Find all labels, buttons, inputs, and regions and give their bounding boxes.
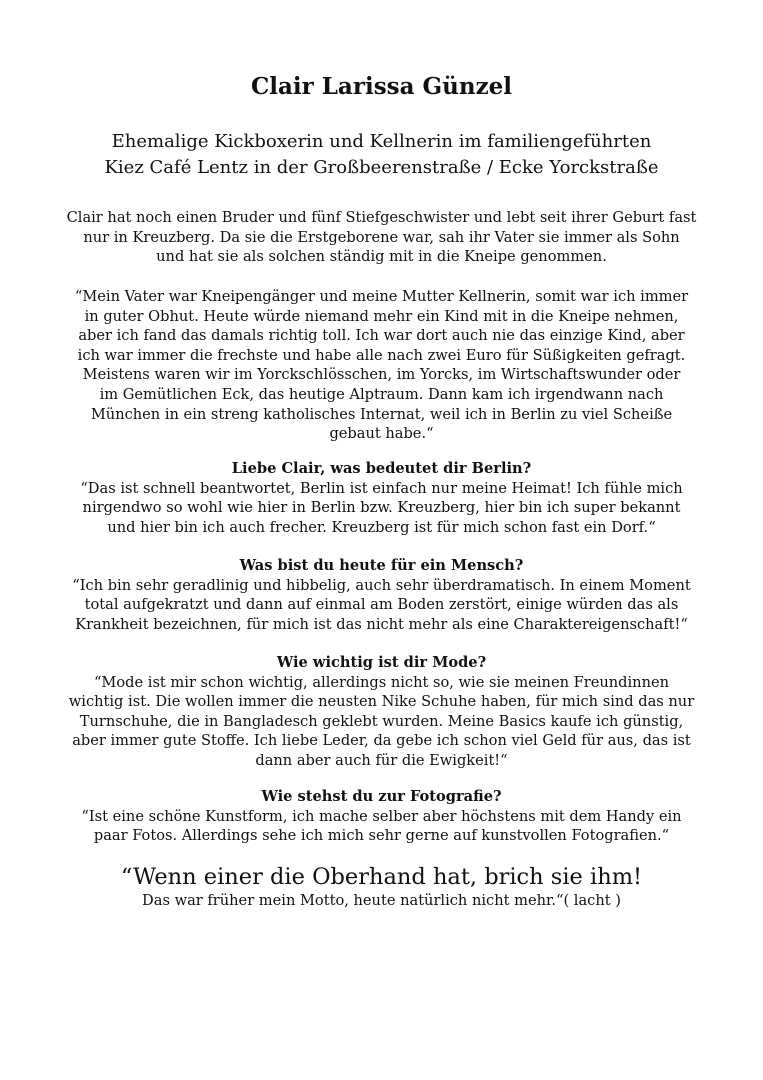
interview-answer-line: Turnschuhe, die in Bangladesch geklebt wurden. Meine Basics kaufe ich günstig, bbox=[79, 712, 684, 730]
interview-section-berlin bbox=[50, 459, 713, 537]
intro-paragraph bbox=[50, 208, 713, 267]
motto-quote: “Wenn einer die Oberhand hat, brich sie ihm! bbox=[120, 864, 643, 890]
interview-answer-line: paar Fotos. Allerdings sehe ich mich sehr gerne auf kunstvollen Fotografien.“ bbox=[93, 827, 670, 845]
interview-answer-line: nirgendwo so wohl wie hier in Berlin bzw. Kreuzberg, hier bin ich super bekannt bbox=[82, 499, 681, 517]
text-line: im Gemütlichen Eck, das heutige Alptraum. Dann kam ich irgendwann nach bbox=[99, 385, 664, 403]
interview-answer-line: “Ich bin sehr geradlinig und hibbelig, auch sehr überdramatisch. In einem Moment bbox=[72, 576, 691, 594]
interview-question: Wie stehst du zur Fotografie? bbox=[261, 788, 502, 805]
interview-answer-line: aber immer gute Stoffe. Ich liebe Leder, da gebe ich schon viel Geld für aus, das ist bbox=[72, 732, 691, 750]
interview-answer-line: “Mode ist mir schon wichtig, allerdings nicht so, wie sie meinen Freundinnen bbox=[93, 673, 670, 691]
interview-answer-line: total aufgekratzt und dann auf einmal am Boden zerstört, einige würden das als bbox=[84, 596, 679, 614]
interview-answer-line: “Das ist schnell beantwortet, Berlin ist einfach nur meine Heimat! Ich fühle mich bbox=[80, 479, 683, 497]
page-subtitle bbox=[60, 129, 703, 181]
text-line: ich war immer die frechste und habe alle nach zwei Euro für Süßigkeiten gefragt. bbox=[77, 346, 686, 364]
story-paragraph bbox=[50, 287, 713, 444]
text-line: “Mein Vater war Kneipengänger und meine Mutter Kellnerin, somit war ich immer bbox=[74, 288, 689, 305]
interview-question: Wie wichtig ist dir Mode? bbox=[276, 654, 487, 671]
interview-answer-line: Krankheit bezeichnen, für mich ist das nicht mehr als eine Charaktereigenschaft!“ bbox=[75, 615, 688, 633]
subtitle-line: Ehemalige Kickboxerin und Kellnerin im familiengeführten bbox=[111, 131, 652, 152]
interview-answer-line: und hier bin ich auch frecher. Kreuzberg ist für mich schon fast ein Dorf.“ bbox=[107, 518, 656, 536]
subtitle-line: Kiez Café Lentz in der Großbeerenstraße / Ecke Yorckstraße bbox=[104, 157, 659, 178]
page-title: Clair Larissa Günzel bbox=[250, 73, 513, 100]
text-line: nur in Kreuzberg. Da sie die Erstgeborene war, sah ihr Vater sie immer als Sohn bbox=[83, 228, 680, 246]
text-line: gebaut habe.“ bbox=[329, 425, 434, 443]
text-line: München in ein streng katholisches Internat, weil ich in Berlin zu viel Scheiße bbox=[90, 405, 673, 423]
interview-answer-line: dann aber auch für die Ewigkeit!“ bbox=[255, 751, 508, 769]
text-line: in guter Obhut. Heute würde niemand mehr ein Kind mit in die Kneipe nehmen, bbox=[84, 307, 679, 325]
interview-answer-line: “Ist eine schöne Kunstform, ich mache selber aber höchstens mit dem Handy ein bbox=[81, 807, 682, 825]
interview-section-mode bbox=[50, 653, 713, 771]
text-line: und hat sie als solchen ständig mit in die Kneipe genommen. bbox=[156, 248, 607, 266]
text-line: Clair hat noch einen Bruder und fünf Stiefgeschwister und lebt seit ihrer Geburt fast bbox=[66, 209, 697, 226]
interview-question: Liebe Clair, was bedeutet dir Berlin? bbox=[231, 460, 532, 477]
text-line: Meistens waren wir im Yorckschlösschen, im Yorcks, im Wirtschaftswunder oder bbox=[82, 366, 681, 384]
interview-answer-line: wichtig ist. Die wollen immer die neusten Nike Schuhe haben, für mich sind das nur bbox=[68, 693, 695, 711]
text-line: aber ich fand das damals richtig toll. Ich war dort auch nie das einzige Kind, aber bbox=[78, 327, 685, 345]
interview-question: Was bist du heute für ein Mensch? bbox=[239, 557, 524, 574]
interview-section-fotografie bbox=[50, 787, 713, 846]
motto-note: Das war früher mein Motto, heute natürlich nicht mehr.“( lacht ) bbox=[142, 892, 621, 909]
interview-section-mensch bbox=[50, 556, 713, 634]
